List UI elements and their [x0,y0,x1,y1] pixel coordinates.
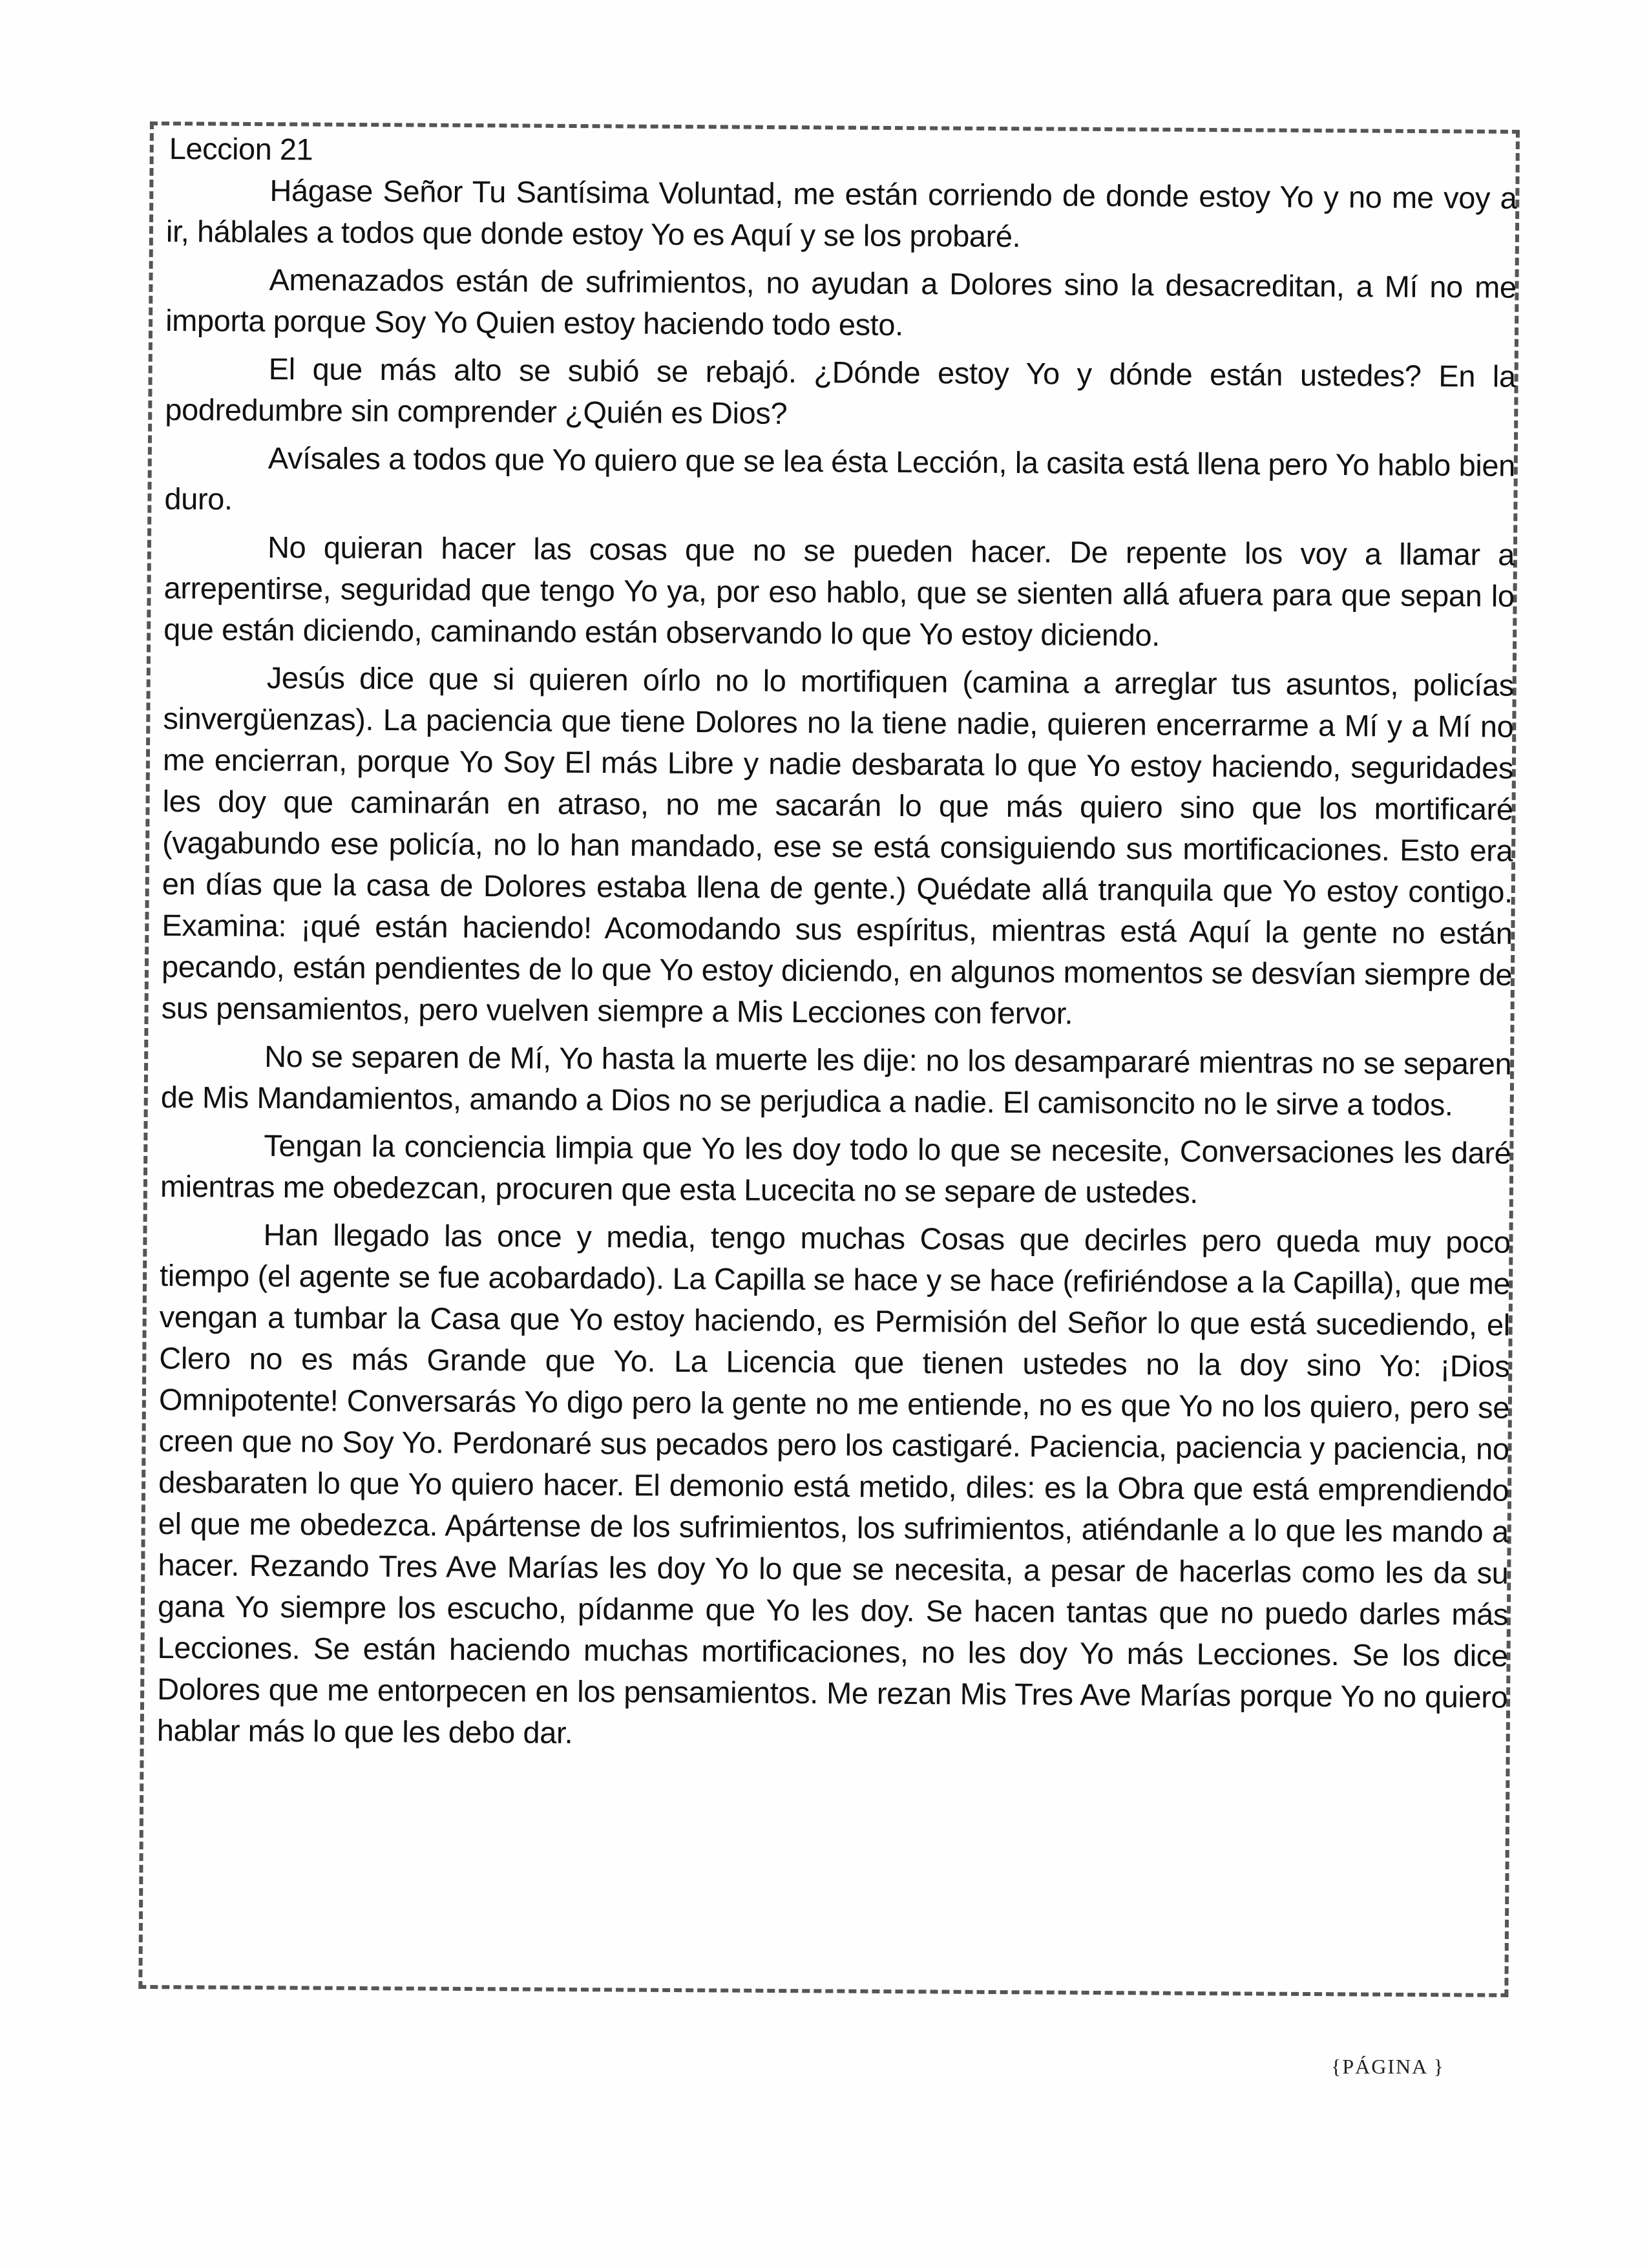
paragraph-3: El que más alto se subió se rebajó. ¿Dónde estoy Yo y dónde están ustedes? En la podredumbre sin comprender ¿Quién es Dios? [165,351,1516,430]
lesson-body [157,128,1517,1766]
paragraph-6: Jesús dice que si quieren oírlo no lo mortifiquen (camina a arreglar tus asuntos, policías sinvergüenzas). La paciencia que tiene Dolores no la tiene nadie, quieren encerrarme a Mí y a Mí no me encierran, porque Yo Soy El más Libre y nadie desbarata lo que Yo estoy haciendo, seguridades les doy que caminarán en atraso, no me sacarán lo que más quiero sino que los mortificaré (vagabundo ese policía, no lo han mandado, ese se está consiguiendo sus mortificaciones. Esto era en días que la casa de Dolores estaba llena de gente.) Quédate allá tranquila que Yo estoy contigo. Examina: ¡qué están haciendo! Acomodando sus espíritus, mientras está Aquí la gente no están pecando, están pendientes de lo que Yo estoy diciendo, en algunos momentos se desvían siempre de sus pensamientos, pero vuelven siempre a Mis Lecciones con fervor. [161,660,1514,1031]
paragraph-8: Tengan la conciencia limpia que Yo les doy todo lo que se necesite, Conversaciones les daré mientras me obedezcan, procuren que esta Lucecita no se separe de ustedes. [160,1128,1511,1210]
paragraph-4: Avísales a todos que Yo quiero que se lea ésta Lección, la casita está llena pero Yo hablo bien duro. [164,440,1516,516]
lesson-title: Leccion 21 [169,131,313,167]
paragraph-1: Hágase Señor Tu Santísima Voluntad, me están corriendo de donde estoy Yo y no me voy a ir, háblales a todos que donde estoy Yo es Aquí y se los probaré. [165,173,1517,254]
paragraph-2: Amenazados están de sufrimientos, no ayudan a Dolores sino la desacreditan, a Mí no me importa porque Soy Yo Quien estoy haciendo todo esto. [165,262,1517,342]
page-number-footer: {PÁGINA } [1331,2055,1445,2078]
paragraph-5: No quieran hacer las cosas que no se pueden hacer. De repente los voy a llamar a arrepentirse, seguridad que tengo Yo ya, por eso hablo, que se sienten allá afuera para que sepan lo que están diciendo, caminando están observando lo que Yo estoy diciendo. [163,529,1515,653]
paragraph-7: No se separen de Mí, Yo hasta la muerte les dije: no los desampararé mientras no se separen de Mis Mandamientos, amando a Dios no se perjudica a nadie. El camisoncito no le sirve a todos. [160,1038,1512,1122]
paragraph-9: Han llegado las once y media, tengo muchas Cosas que decirles pero queda muy poco tiempo (el agente se fue acobardado). La Capilla se hace y se hace (refiriéndose a la Capilla), que me vengan a tumbar la Casa que Yo estoy haciendo, es Permisión del Señor lo que está sucediendo, el Clero no es más Grande que Yo. La Licencia que tienen ustedes no la doy sino Yo: ¡Dios Omnipotente! Conversarás Yo digo pero la gente no me entiende, no es que Yo no los quiero, pero se creen que no Soy Yo. Perdonaré sus pecados pero los castigaré. Paciencia, paciencia y paciencia, no desbaraten lo que Yo quiero hacer. El demonio está metido, diles: es la Obra que está emprendiendo el que me obedezca. Apártense de los sufrimientos, los sufrimientos, atiéndanle a lo que les mando a hacer. Rezando Tres Ave Marías les doy Yo lo que se necesita, a pesar de hacerlas como les da su gana Yo siempre los escucho, pídanme que Yo les doy. Se hacen tantas que no puedo darles más Lecciones. Se están haciendo muchas mortificaciones, no les doy Yo más Lecciones. Se los dice Dolores que me entorpecen en los pensamientos. Me rezan Mis Tres Ave Marías porque Yo no quiero hablar más lo que les debo dar. [156,1217,1511,1750]
